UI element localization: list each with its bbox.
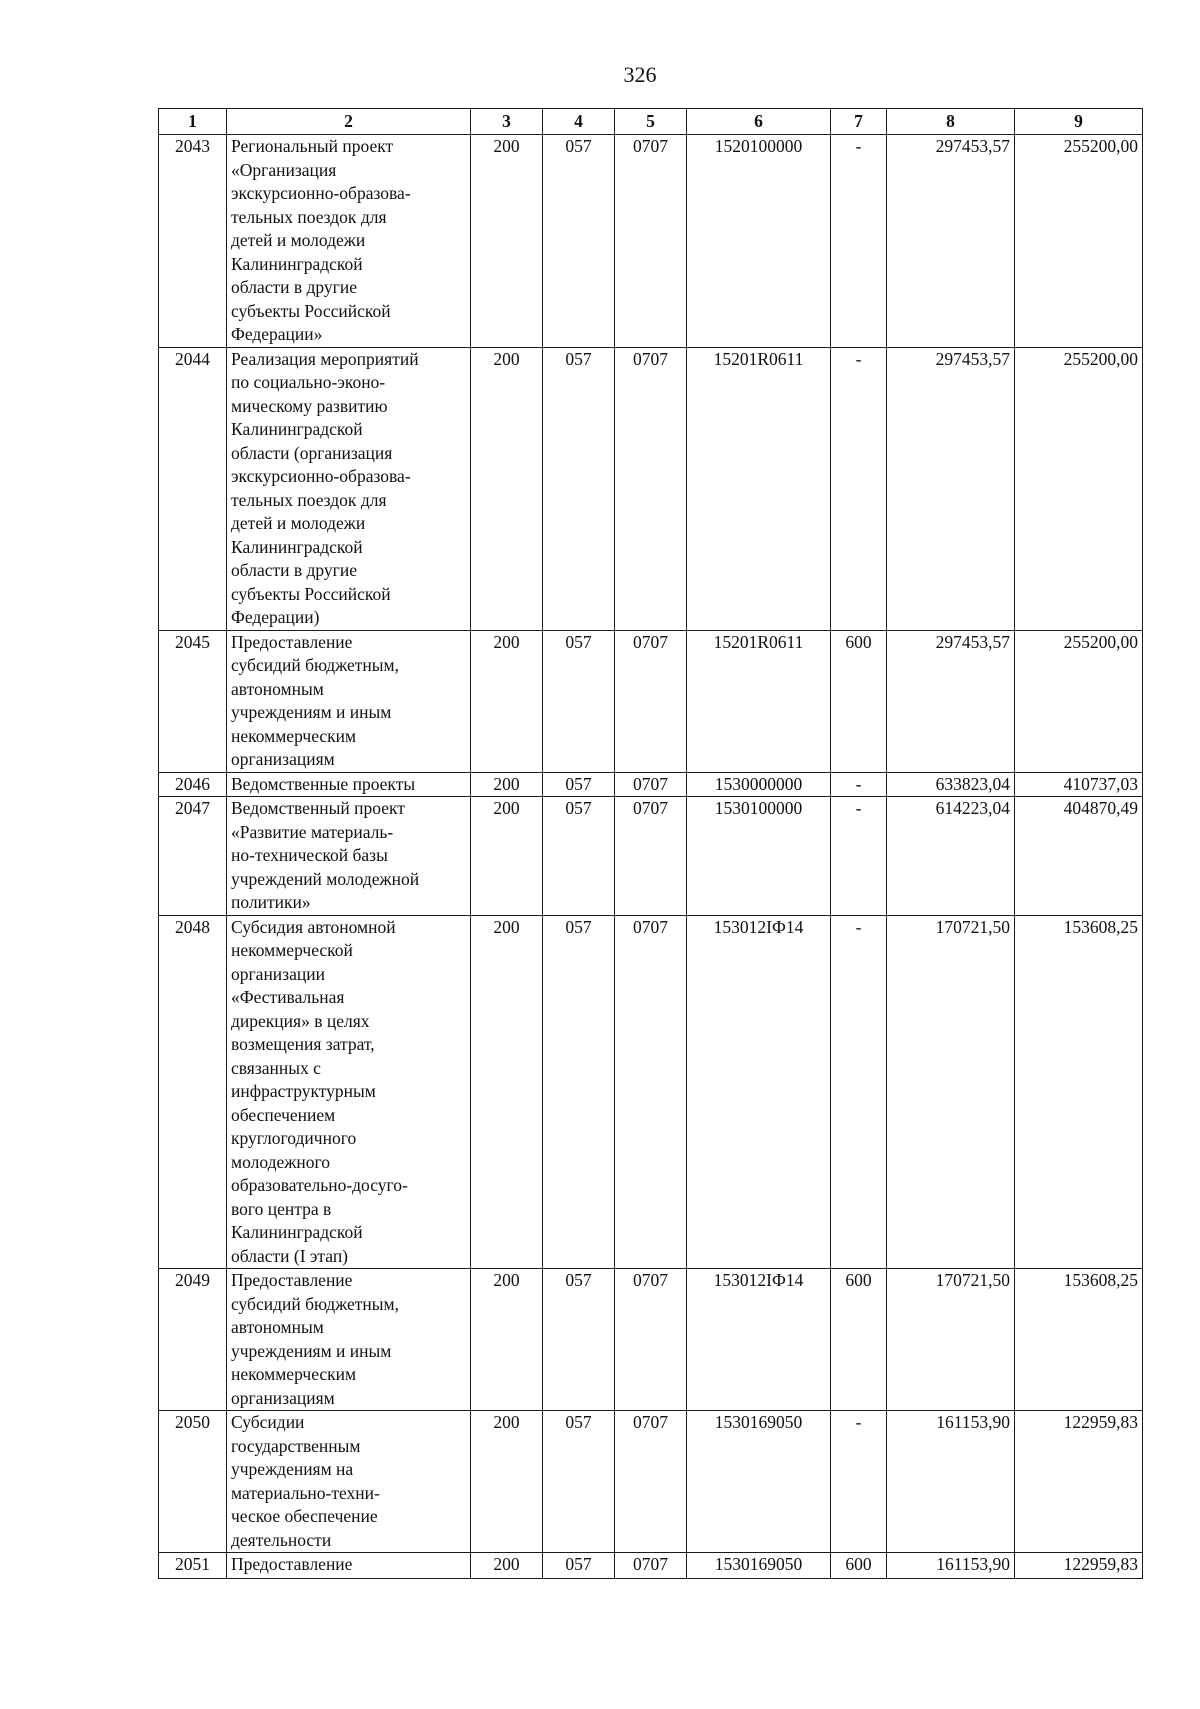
item-name-line: учреждениям и иным xyxy=(231,702,392,722)
column-4-cell: 057 xyxy=(543,1411,615,1553)
item-name-line: политики» xyxy=(231,892,311,912)
item-name-line: государственным xyxy=(231,1435,361,1456)
item-name-cell xyxy=(227,630,471,772)
item-name-line: учреждениям и иным xyxy=(231,1340,392,1361)
item-name-line: Федерации» xyxy=(231,324,323,344)
column-3-cell: 200 xyxy=(471,1553,543,1579)
code-cell: 153012IФ14 xyxy=(687,915,831,1269)
item-name-cell xyxy=(227,1269,471,1411)
column-4-cell: 057 xyxy=(543,1553,615,1579)
header-row xyxy=(159,109,1143,135)
expense-type-cell: 600 xyxy=(831,1269,887,1411)
item-name-line: вого центра в xyxy=(231,1198,332,1219)
table-row xyxy=(159,772,1143,797)
item-name-cell xyxy=(227,772,471,797)
item-name-line: области в другие xyxy=(231,277,357,297)
expense-type-cell: 600 xyxy=(831,630,887,772)
table-row xyxy=(159,135,1143,348)
item-name-line: круглогодичного xyxy=(231,1128,357,1148)
column-3-cell: 200 xyxy=(471,347,543,630)
expense-type-cell: - xyxy=(831,1411,887,1553)
amount-cell: 161153,90 xyxy=(887,1411,1015,1553)
column-5-cell: 0707 xyxy=(615,1553,687,1579)
column-header: 3 xyxy=(471,109,543,135)
item-name-line: дирекция» в целях xyxy=(231,1010,370,1031)
code-cell: 15201R0611 xyxy=(687,347,831,630)
item-name-cell xyxy=(227,915,471,1269)
table-body xyxy=(159,135,1143,1579)
item-name-line: области (организация xyxy=(231,442,393,463)
item-name-line: по социально-эконо- xyxy=(231,372,386,392)
amount-cell: 255200,00 xyxy=(1015,135,1143,348)
column-3-cell: 200 xyxy=(471,135,543,348)
row-number-cell: 2050 xyxy=(159,1411,227,1553)
column-header: 8 xyxy=(887,109,1015,135)
item-name-line: но-технической базы xyxy=(231,845,388,865)
table-row xyxy=(159,347,1143,630)
column-3-cell: 200 xyxy=(471,915,543,1269)
column-3-cell: 200 xyxy=(471,1411,543,1553)
column-4-cell: 057 xyxy=(543,1269,615,1411)
column-header: 6 xyxy=(687,109,831,135)
item-name-line: тельных поездок для xyxy=(231,206,387,227)
item-name-line: инфраструктурным xyxy=(231,1081,376,1101)
row-number-cell: 2048 xyxy=(159,915,227,1269)
column-header: 9 xyxy=(1015,109,1143,135)
item-name-line: организациям xyxy=(231,1387,335,1408)
row-number-cell: 2051 xyxy=(159,1553,227,1579)
column-header: 1 xyxy=(159,109,227,135)
item-name-line: «Развитие материаль- xyxy=(231,821,394,842)
amount-cell: 170721,50 xyxy=(887,915,1015,1269)
expense-type-cell: - xyxy=(831,915,887,1269)
item-name-line: «Организация xyxy=(231,159,337,180)
item-name-line: учреждениям на xyxy=(231,1459,354,1479)
item-name-line: субсидий бюджетным, xyxy=(231,655,399,675)
item-name-line: субъекты Российской xyxy=(231,300,391,321)
column-4-cell: 057 xyxy=(543,347,615,630)
amount-cell: 297453,57 xyxy=(887,347,1015,630)
item-name-line: возмещения затрат, xyxy=(231,1034,375,1054)
code-cell: 15201R0611 xyxy=(687,630,831,772)
code-cell: 1530000000 xyxy=(687,772,831,797)
column-4-cell: 057 xyxy=(543,772,615,797)
column-header: 2 xyxy=(227,109,471,135)
column-5-cell: 0707 xyxy=(615,347,687,630)
item-name-cell xyxy=(227,347,471,630)
amount-cell: 122959,83 xyxy=(1015,1411,1143,1553)
item-name-line: экскурсионно-образова- xyxy=(231,466,411,486)
item-name-line: Калининградской xyxy=(231,536,363,557)
item-name-line: учреждений молодежной xyxy=(231,868,420,889)
item-name-line: Субсидия автономной xyxy=(231,916,396,937)
item-name-line: Федерации) xyxy=(231,607,320,627)
expense-type-cell: 600 xyxy=(831,1553,887,1579)
item-name-line: Калининградской xyxy=(231,419,363,439)
column-4-cell: 057 xyxy=(543,135,615,348)
amount-cell: 255200,00 xyxy=(1015,347,1143,630)
item-name-line: субъекты Российской xyxy=(231,583,391,604)
code-cell: 1520100000 xyxy=(687,135,831,348)
item-name-line: Реализация мероприятий xyxy=(231,348,419,369)
amount-cell: 255200,00 xyxy=(1015,630,1143,772)
expense-type-cell: - xyxy=(831,135,887,348)
item-name-line: тельных поездок для xyxy=(231,489,387,510)
expense-type-cell: - xyxy=(831,347,887,630)
row-number-cell: 2047 xyxy=(159,797,227,916)
expense-type-cell: - xyxy=(831,772,887,797)
item-name-line: Калининградской xyxy=(231,253,363,274)
column-3-cell: 200 xyxy=(471,1269,543,1411)
amount-cell: 633823,04 xyxy=(887,772,1015,797)
item-name-line: некоммерческим xyxy=(231,725,357,746)
item-name-line: обеспечением xyxy=(231,1104,336,1125)
item-name-line: связанных с xyxy=(231,1057,321,1078)
item-name-line: Предоставление xyxy=(231,1554,353,1574)
item-name-line: Предоставление xyxy=(231,631,353,652)
amount-cell: 297453,57 xyxy=(887,135,1015,348)
code-cell: 1530100000 xyxy=(687,797,831,916)
item-name-line: Субсидии xyxy=(231,1412,305,1432)
budget-table xyxy=(158,108,1143,1579)
item-name-line: Предоставление xyxy=(231,1270,353,1290)
item-name-line: Региональный проект xyxy=(231,136,394,156)
row-number-cell: 2045 xyxy=(159,630,227,772)
column-4-cell: 057 xyxy=(543,630,615,772)
column-5-cell: 0707 xyxy=(615,1269,687,1411)
table-row xyxy=(159,1269,1143,1411)
item-name-cell xyxy=(227,1411,471,1553)
item-name-line: детей и молодежи xyxy=(231,513,366,533)
amount-cell: 170721,50 xyxy=(887,1269,1015,1411)
amount-cell: 153608,25 xyxy=(1015,1269,1143,1411)
item-name-line: Ведомственные проекты xyxy=(231,773,416,794)
amount-cell: 404870,49 xyxy=(1015,797,1143,916)
column-5-cell: 0707 xyxy=(615,135,687,348)
item-name-line: Калининградской xyxy=(231,1222,363,1242)
item-name-line: некоммерческим xyxy=(231,1364,357,1384)
item-name-line: молодежного xyxy=(231,1151,330,1172)
item-name-line: материально-техни- xyxy=(231,1482,380,1503)
page-number: 326 xyxy=(623,62,657,87)
amount-cell: 161153,90 xyxy=(887,1553,1015,1579)
column-3-cell: 200 xyxy=(471,797,543,916)
column-5-cell: 0707 xyxy=(615,1411,687,1553)
amount-cell: 122959,83 xyxy=(1015,1553,1143,1579)
row-number-cell: 2043 xyxy=(159,135,227,348)
table-row xyxy=(159,1553,1143,1579)
column-5-cell: 0707 xyxy=(615,630,687,772)
item-name-line: автономным xyxy=(231,678,324,699)
column-5-cell: 0707 xyxy=(615,797,687,916)
table-row xyxy=(159,915,1143,1269)
item-name-cell xyxy=(227,135,471,348)
amount-cell: 614223,04 xyxy=(887,797,1015,916)
row-number-cell: 2044 xyxy=(159,347,227,630)
item-name-line: образовательно-досуго- xyxy=(231,1175,408,1195)
amount-cell: 153608,25 xyxy=(1015,915,1143,1269)
column-3-cell: 200 xyxy=(471,630,543,772)
column-header: 4 xyxy=(543,109,615,135)
item-name-line: деятельности xyxy=(231,1529,332,1550)
code-cell: 1530169050 xyxy=(687,1553,831,1579)
row-number-cell: 2049 xyxy=(159,1269,227,1411)
code-cell: 153012IФ14 xyxy=(687,1269,831,1411)
item-name-line: некоммерческой xyxy=(231,940,353,960)
column-header: 5 xyxy=(615,109,687,135)
column-header: 7 xyxy=(831,109,887,135)
column-4-cell: 057 xyxy=(543,915,615,1269)
item-name-line: области в другие xyxy=(231,560,357,580)
item-name-line: субсидий бюджетным, xyxy=(231,1293,399,1314)
amount-cell: 410737,03 xyxy=(1015,772,1143,797)
item-name-line: мическому развитию xyxy=(231,395,388,416)
column-5-cell: 0707 xyxy=(615,915,687,1269)
item-name-line: организациям xyxy=(231,749,335,769)
table-row xyxy=(159,1411,1143,1553)
table-header xyxy=(159,109,1143,135)
item-name-line: организации xyxy=(231,963,325,984)
table-row xyxy=(159,797,1143,916)
item-name-line: Ведомственный проект xyxy=(231,798,405,818)
item-name-line: детей и молодежи xyxy=(231,230,366,250)
item-name-line: «Фестивальная xyxy=(231,987,345,1007)
item-name-line: области (I этап) xyxy=(231,1245,349,1266)
item-name-line: ческое обеспечение xyxy=(231,1506,378,1526)
row-number-cell: 2046 xyxy=(159,772,227,797)
item-name-line: автономным xyxy=(231,1317,324,1337)
expense-type-cell: - xyxy=(831,797,887,916)
item-name-line: экскурсионно-образова- xyxy=(231,183,411,203)
column-5-cell: 0707 xyxy=(615,772,687,797)
column-3-cell: 200 xyxy=(471,772,543,797)
item-name-cell xyxy=(227,1553,471,1579)
code-cell: 1530169050 xyxy=(687,1411,831,1553)
item-name-cell xyxy=(227,797,471,916)
column-4-cell: 057 xyxy=(543,797,615,916)
amount-cell: 297453,57 xyxy=(887,630,1015,772)
table-row xyxy=(159,630,1143,772)
